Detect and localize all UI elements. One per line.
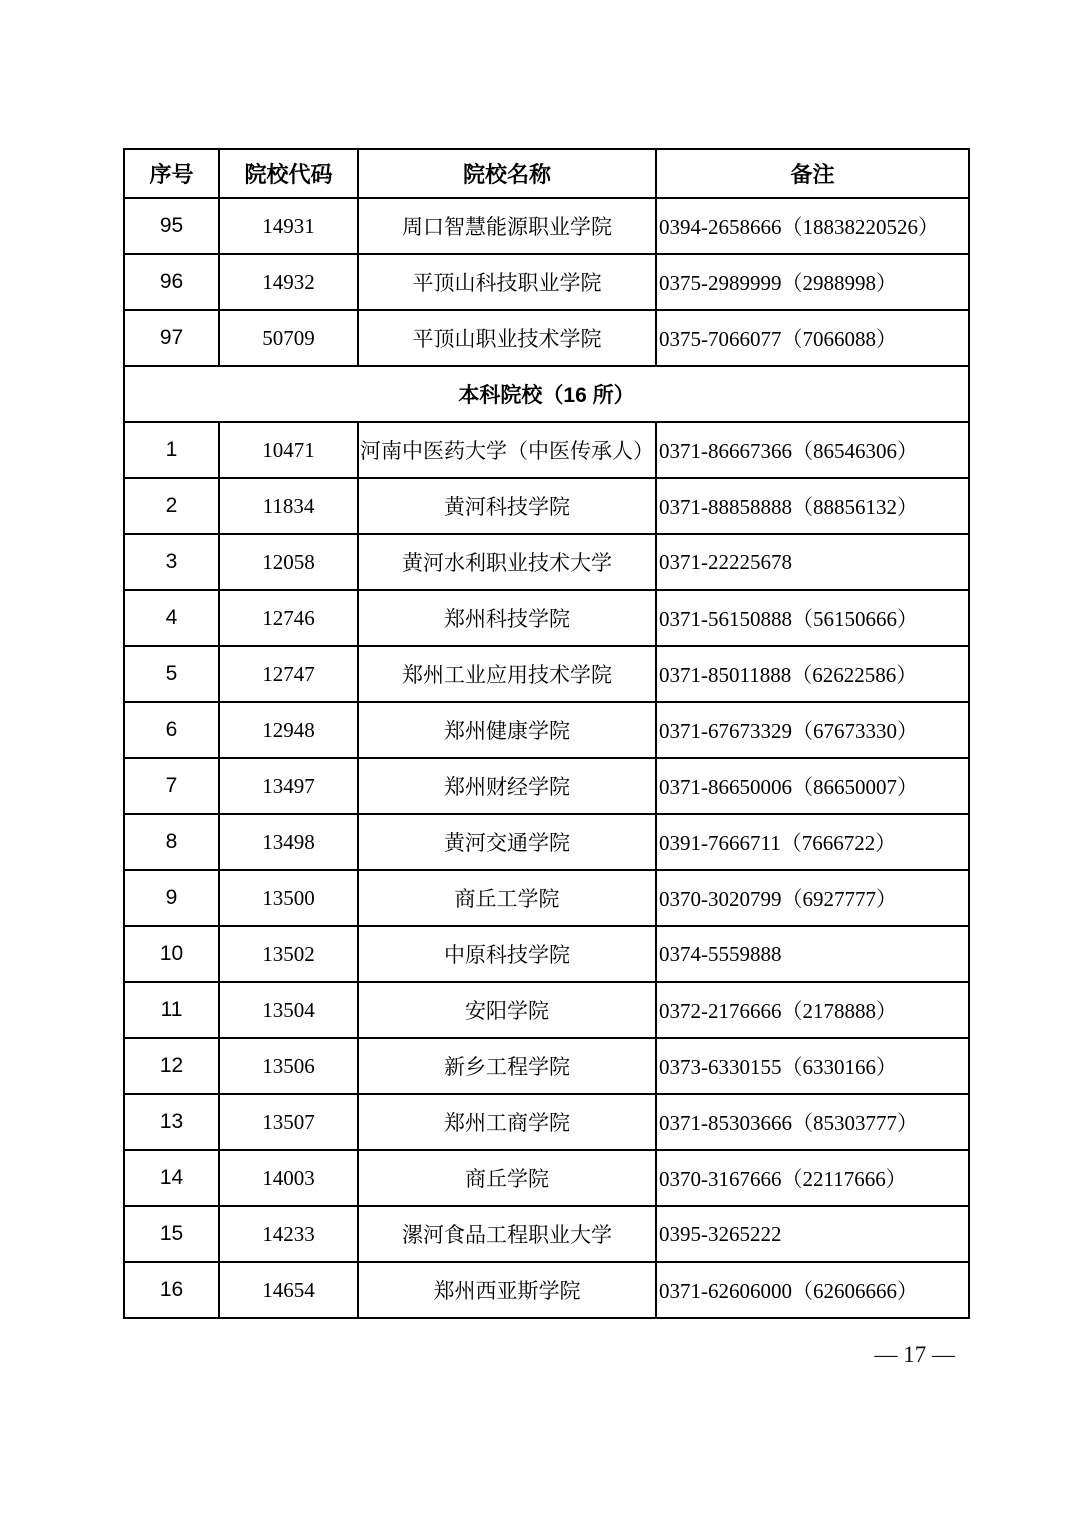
cell-remark: 0394-2658666（18838220526） xyxy=(656,198,969,254)
cell-code: 11834 xyxy=(219,478,358,534)
cell-name: 郑州工商学院 xyxy=(358,1094,656,1150)
cell-remark: 0371-86650006（86650007） xyxy=(656,758,969,814)
cell-no: 95 xyxy=(124,198,219,254)
cell-code: 14003 xyxy=(219,1150,358,1206)
cell-name: 平顶山职业技术学院 xyxy=(358,310,656,366)
table-row xyxy=(124,478,969,534)
cell-remark: 0371-85011888（62622586） xyxy=(656,646,969,702)
table-row xyxy=(124,1262,969,1318)
cell-code: 12747 xyxy=(219,646,358,702)
cell-code: 12746 xyxy=(219,590,358,646)
cell-name: 郑州科技学院 xyxy=(358,590,656,646)
cell-name: 郑州工业应用技术学院 xyxy=(358,646,656,702)
cell-code: 13500 xyxy=(219,870,358,926)
cell-no: 12 xyxy=(124,1038,219,1094)
cell-no: 10 xyxy=(124,926,219,982)
cell-no: 14 xyxy=(124,1150,219,1206)
cell-name: 郑州财经学院 xyxy=(358,758,656,814)
cell-code: 14931 xyxy=(219,198,358,254)
cell-code: 14233 xyxy=(219,1206,358,1262)
cell-no: 97 xyxy=(124,310,219,366)
cell-remark: 0371-85303666（85303777） xyxy=(656,1094,969,1150)
cell-no: 9 xyxy=(124,870,219,926)
cell-no: 8 xyxy=(124,814,219,870)
cell-no: 15 xyxy=(124,1206,219,1262)
cell-remark: 0373-6330155（6330166） xyxy=(656,1038,969,1094)
cell-no: 4 xyxy=(124,590,219,646)
cell-remark: 0370-3167666（22117666） xyxy=(656,1150,969,1206)
table-row xyxy=(124,702,969,758)
cell-remark: 0371-62606000（62606666） xyxy=(656,1262,969,1318)
table-row xyxy=(124,1206,969,1262)
page-number: — 17 — xyxy=(874,1342,955,1367)
table-row xyxy=(124,1094,969,1150)
cell-remark: 0371-88858888（88856132） xyxy=(656,478,969,534)
cell-remark: 0371-56150888（56150666） xyxy=(656,590,969,646)
cell-no: 16 xyxy=(124,1262,219,1318)
cell-name: 郑州健康学院 xyxy=(358,702,656,758)
table-row xyxy=(124,926,969,982)
cell-code: 13498 xyxy=(219,814,358,870)
section-title: 本科院校（16 所） xyxy=(124,366,969,422)
cell-remark: 0375-2989999（2988998） xyxy=(656,254,969,310)
cell-no: 6 xyxy=(124,702,219,758)
institution-table xyxy=(123,148,970,1319)
cell-no: 96 xyxy=(124,254,219,310)
table-row xyxy=(124,590,969,646)
cell-code: 10471 xyxy=(219,422,358,478)
cell-name: 平顶山科技职业学院 xyxy=(358,254,656,310)
cell-name: 周口智慧能源职业学院 xyxy=(358,198,656,254)
cell-name: 中原科技学院 xyxy=(358,926,656,982)
table-row xyxy=(124,1150,969,1206)
cell-no: 2 xyxy=(124,478,219,534)
cell-name: 郑州西亚斯学院 xyxy=(358,1262,656,1318)
header-cell-name: 院校名称 xyxy=(358,149,656,198)
cell-code: 13507 xyxy=(219,1094,358,1150)
table-row xyxy=(124,870,969,926)
cell-code: 12948 xyxy=(219,702,358,758)
cell-name: 河南中医药大学（中医传承人） xyxy=(358,422,656,478)
cell-name: 黄河交通学院 xyxy=(358,814,656,870)
table-row xyxy=(124,982,969,1038)
table-row xyxy=(124,758,969,814)
cell-name: 黄河水利职业技术大学 xyxy=(358,534,656,590)
table-row xyxy=(124,1038,969,1094)
table-row xyxy=(124,646,969,702)
header-cell-code: 院校代码 xyxy=(219,149,358,198)
cell-no: 5 xyxy=(124,646,219,702)
cell-name: 安阳学院 xyxy=(358,982,656,1038)
cell-remark: 0371-86667366（86546306） xyxy=(656,422,969,478)
cell-remark: 0391-7666711（7666722） xyxy=(656,814,969,870)
cell-no: 11 xyxy=(124,982,219,1038)
cell-name: 商丘学院 xyxy=(358,1150,656,1206)
cell-code: 13504 xyxy=(219,982,358,1038)
cell-code: 13502 xyxy=(219,926,358,982)
cell-remark: 0374-5559888 xyxy=(656,926,969,982)
table-row xyxy=(124,198,969,254)
cell-no: 1 xyxy=(124,422,219,478)
cell-remark: 0371-67673329（67673330） xyxy=(656,702,969,758)
cell-name: 漯河食品工程职业大学 xyxy=(358,1206,656,1262)
cell-code: 13497 xyxy=(219,758,358,814)
cell-code: 14654 xyxy=(219,1262,358,1318)
cell-code: 50709 xyxy=(219,310,358,366)
cell-no: 7 xyxy=(124,758,219,814)
cell-remark: 0395-3265222 xyxy=(656,1206,969,1262)
header-cell-no: 序号 xyxy=(124,149,219,198)
cell-name: 新乡工程学院 xyxy=(358,1038,656,1094)
header-cell-remark: 备注 xyxy=(656,149,969,198)
table-row xyxy=(124,422,969,478)
cell-code: 14932 xyxy=(219,254,358,310)
cell-name: 黄河科技学院 xyxy=(358,478,656,534)
cell-remark: 0370-3020799（6927777） xyxy=(656,870,969,926)
cell-remark: 0375-7066077（7066088） xyxy=(656,310,969,366)
cell-remark: 0371-22225678 xyxy=(656,534,969,590)
cell-code: 13506 xyxy=(219,1038,358,1094)
table-row xyxy=(124,534,969,590)
cell-name: 商丘工学院 xyxy=(358,870,656,926)
cell-remark: 0372-2176666（2178888） xyxy=(656,982,969,1038)
table-header-row xyxy=(124,149,969,198)
table-row xyxy=(124,310,969,366)
section-row xyxy=(124,366,969,422)
cell-no: 3 xyxy=(124,534,219,590)
table-row xyxy=(124,254,969,310)
cell-code: 12058 xyxy=(219,534,358,590)
cell-no: 13 xyxy=(124,1094,219,1150)
table-row xyxy=(124,814,969,870)
